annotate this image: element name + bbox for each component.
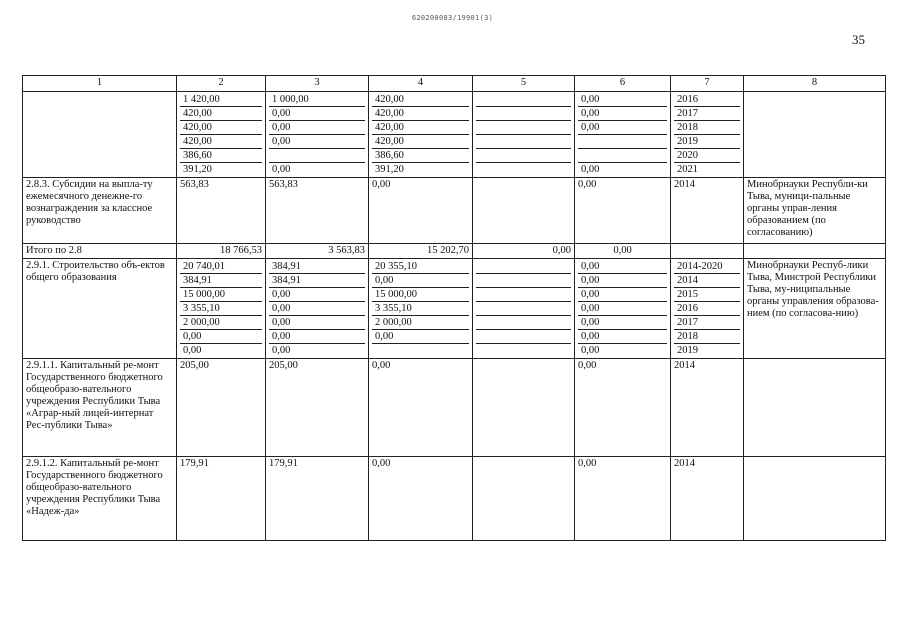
col7-cell bbox=[671, 244, 744, 259]
col5-cell bbox=[473, 457, 575, 541]
value: 3 355,10 bbox=[372, 302, 469, 316]
header-row bbox=[23, 76, 886, 92]
year: 2020 bbox=[674, 149, 740, 163]
col3-cell: 205,00 bbox=[266, 359, 369, 457]
year: 2021 bbox=[677, 164, 698, 175]
col5-cell bbox=[473, 178, 575, 244]
year: 2015 bbox=[674, 288, 740, 302]
year: 2017 bbox=[674, 107, 740, 121]
value: 0,00 bbox=[578, 288, 667, 302]
value: 0,00 bbox=[272, 164, 291, 175]
value: 0,00 bbox=[372, 330, 469, 344]
executor-cell bbox=[744, 92, 886, 178]
value bbox=[269, 149, 365, 163]
value: 386,60 bbox=[372, 149, 469, 163]
value: 0,00 bbox=[269, 316, 365, 330]
table-row bbox=[23, 359, 886, 457]
value bbox=[476, 135, 571, 149]
year: 2014-2020 bbox=[674, 260, 740, 274]
value: 420,00 bbox=[180, 107, 262, 121]
header-cell: 7 bbox=[671, 76, 744, 92]
value: 0,00 bbox=[269, 288, 365, 302]
total-row bbox=[23, 244, 886, 259]
executor-cell bbox=[744, 457, 886, 541]
value bbox=[476, 121, 571, 135]
value: 0,00 bbox=[578, 260, 667, 274]
header-cell: 3 bbox=[266, 76, 369, 92]
executor-cell bbox=[744, 359, 886, 457]
value: 15 000,00 bbox=[372, 288, 469, 302]
year: 2016 bbox=[674, 302, 740, 316]
name-cell: 2.8.3. Субсидии на выпла-ту ежемесячного денежне-го вознаграждения за классное руководство bbox=[23, 178, 177, 244]
col2-cell: 179,91 bbox=[177, 457, 266, 541]
value bbox=[476, 316, 571, 330]
value: 384,91 bbox=[269, 260, 365, 274]
value: 2 000,00 bbox=[180, 316, 262, 330]
value: 0,00 bbox=[581, 345, 600, 356]
document-id: 620200083/19901(3) bbox=[411, 14, 494, 22]
col6-cell bbox=[575, 259, 671, 359]
value: 0,00 bbox=[269, 302, 365, 316]
page-number: 35 bbox=[852, 32, 865, 47]
value bbox=[476, 302, 571, 316]
value: 420,00 bbox=[372, 93, 469, 107]
col7-cell bbox=[671, 92, 744, 178]
value: 15 000,00 bbox=[180, 288, 262, 302]
value: 1 000,00 bbox=[269, 93, 365, 107]
value: 1 420,00 bbox=[180, 93, 262, 107]
value: 0,00 bbox=[578, 107, 667, 121]
name-cell: 2.9.1.1. Капитальный ре-монт Государственного бюджетного общеобразо-вательного учреждения Республики Тыва «Аграр-ный лицей-интернат Рес-публики Тыва» bbox=[23, 359, 177, 457]
value: 0,00 bbox=[578, 316, 667, 330]
col6-cell: 0,00 bbox=[575, 244, 671, 259]
col3-cell bbox=[266, 259, 369, 359]
value: 391,20 bbox=[183, 164, 212, 175]
col5-cell: 0,00 bbox=[473, 244, 575, 259]
col6-cell: 0,00 bbox=[575, 359, 671, 457]
col5-cell bbox=[473, 359, 575, 457]
value: 391,20 bbox=[375, 164, 404, 175]
value: 3 355,10 bbox=[180, 302, 262, 316]
name-cell: 2.9.1. Строительство объ-ектов общего образования bbox=[23, 259, 177, 359]
col3-cell: 179,91 bbox=[266, 457, 369, 541]
value: 0,00 bbox=[581, 164, 600, 175]
col3-cell bbox=[266, 92, 369, 178]
table-row bbox=[23, 457, 886, 541]
value bbox=[578, 135, 667, 149]
col6-cell: 0,00 bbox=[575, 178, 671, 244]
value: 0,00 bbox=[578, 93, 667, 107]
col2-cell bbox=[177, 259, 266, 359]
col3-cell: 563,83 bbox=[266, 178, 369, 244]
program-table bbox=[22, 75, 886, 541]
col6-cell: 0,00 bbox=[575, 457, 671, 541]
value: 0,00 bbox=[269, 330, 365, 344]
value bbox=[476, 260, 571, 274]
value: 0,00 bbox=[269, 135, 365, 149]
table-row bbox=[23, 92, 886, 178]
year: 2019 bbox=[677, 345, 698, 356]
year: 2017 bbox=[674, 316, 740, 330]
value: 0,00 bbox=[578, 121, 667, 135]
year: 2018 bbox=[674, 330, 740, 344]
value bbox=[476, 274, 571, 288]
value bbox=[476, 344, 571, 357]
value: 0,00 bbox=[578, 274, 667, 288]
value bbox=[476, 107, 571, 121]
value: 0,00 bbox=[578, 330, 667, 344]
value: 420,00 bbox=[180, 135, 262, 149]
year: 2016 bbox=[674, 93, 740, 107]
value: 0,00 bbox=[269, 107, 365, 121]
header-cell: 4 bbox=[369, 76, 473, 92]
value: 0,00 bbox=[180, 330, 262, 344]
value: 420,00 bbox=[372, 107, 469, 121]
value: 384,91 bbox=[180, 274, 262, 288]
col4-cell bbox=[369, 259, 473, 359]
value: 0,00 bbox=[272, 345, 291, 356]
value bbox=[578, 149, 667, 163]
value: 420,00 bbox=[372, 135, 469, 149]
col4-cell: 15 202,70 bbox=[369, 244, 473, 259]
name-cell bbox=[23, 92, 177, 178]
col5-cell bbox=[473, 259, 575, 359]
value: 0,00 bbox=[183, 345, 202, 356]
col4-cell: 0,00 bbox=[369, 359, 473, 457]
header-cell: 6 bbox=[575, 76, 671, 92]
value bbox=[372, 344, 469, 357]
col4-cell bbox=[369, 92, 473, 178]
value: 20 355,10 bbox=[372, 260, 469, 274]
value: 0,00 bbox=[372, 274, 469, 288]
col3-cell: 3 563,83 bbox=[266, 244, 369, 259]
year: 2018 bbox=[674, 121, 740, 135]
header-cell: 8 bbox=[744, 76, 886, 92]
value bbox=[476, 163, 571, 176]
value: 0,00 bbox=[269, 121, 365, 135]
name-cell: Итого по 2.8 bbox=[23, 244, 177, 259]
value: 420,00 bbox=[372, 121, 469, 135]
year: 2019 bbox=[674, 135, 740, 149]
header-cell: 2 bbox=[177, 76, 266, 92]
value: 2 000,00 bbox=[372, 316, 469, 330]
executor-cell bbox=[744, 244, 886, 259]
year: 2014 bbox=[674, 274, 740, 288]
col6-cell bbox=[575, 92, 671, 178]
value bbox=[476, 288, 571, 302]
col7-cell: 2014 bbox=[671, 457, 744, 541]
executor-cell: Минобрнауки Респуб-лики Тыва, Минстрой Республики Тыва, му-ниципальные органы управления образова-нием (по согласова-нию) bbox=[744, 259, 886, 359]
col7-cell bbox=[671, 259, 744, 359]
value: 386,60 bbox=[180, 149, 262, 163]
col4-cell: 0,00 bbox=[369, 178, 473, 244]
name-cell: 2.9.1.2. Капитальный ре-монт Государственного бюджетного общеобразо-вательного учреждения Республики Тыва «Надеж-да» bbox=[23, 457, 177, 541]
value: 0,00 bbox=[578, 302, 667, 316]
col2-cell: 563,83 bbox=[177, 178, 266, 244]
col2-cell bbox=[177, 92, 266, 178]
col7-cell: 2014 bbox=[671, 178, 744, 244]
executor-cell: Минобрнауки Республи-ки Тыва, муници-пальные органы управ-ления образованием (по согласованию) bbox=[744, 178, 886, 244]
value: 384,91 bbox=[269, 274, 365, 288]
col5-cell bbox=[473, 92, 575, 178]
value: 20 740,01 bbox=[180, 260, 262, 274]
value bbox=[476, 149, 571, 163]
value bbox=[476, 93, 571, 107]
col2-cell: 205,00 bbox=[177, 359, 266, 457]
header-cell: 1 bbox=[23, 76, 177, 92]
value: 420,00 bbox=[180, 121, 262, 135]
col4-cell: 0,00 bbox=[369, 457, 473, 541]
table-row bbox=[23, 259, 886, 359]
col7-cell: 2014 bbox=[671, 359, 744, 457]
header-cell: 5 bbox=[473, 76, 575, 92]
table-row bbox=[23, 178, 886, 244]
col2-cell: 18 766,53 bbox=[177, 244, 266, 259]
value bbox=[476, 330, 571, 344]
